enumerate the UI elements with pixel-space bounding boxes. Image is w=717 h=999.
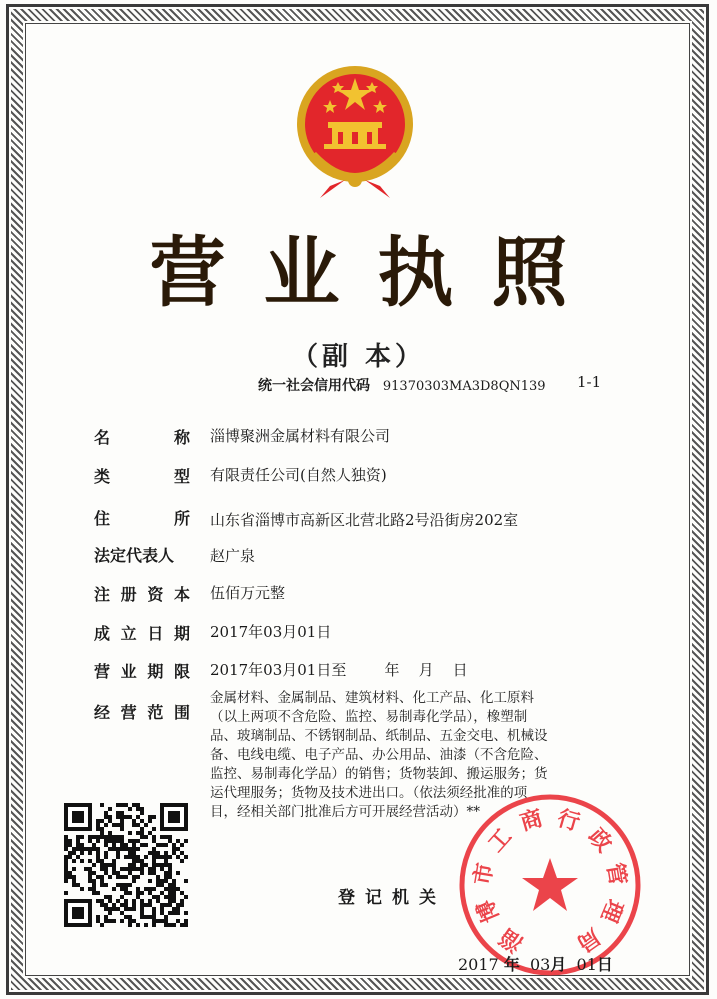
seal-character: 政 <box>583 824 617 858</box>
issue-date <box>458 952 613 975</box>
field-label: 经营范围 <box>94 703 190 722</box>
company-address: 山东省淄博市高新区北营北路2号沿街房202室 <box>210 511 519 529</box>
issue-day: 01 <box>576 955 597 974</box>
issue-year: 2017 <box>458 955 499 974</box>
qr-code-icon <box>64 803 188 943</box>
scope-line: 备、电线电缆、电子产品、办公用品、油漆（不含危险、 <box>210 747 548 763</box>
seal-character: 淄 <box>495 922 529 957</box>
scope-line: （以上两项不含危险、监控、易制毒化学品），橡塑制 <box>210 709 528 725</box>
issue-month: 03 <box>530 955 551 974</box>
credit-code-line <box>258 375 546 395</box>
seal-character: 博 <box>472 895 505 926</box>
copy-number: 1-1 <box>577 373 602 391</box>
field-label: 法定代表人 <box>94 546 175 565</box>
document-title: 营业执照 <box>149 228 606 317</box>
seal-character: 商 <box>517 806 546 837</box>
field-label: 注册资本 <box>94 585 190 604</box>
credit-code-label: 统一社会信用代码 <box>258 378 370 394</box>
scope-line: 金属材料、金属制品、建筑材料、化工产品、化工原料 <box>210 690 534 706</box>
seal-character: 行 <box>554 806 583 837</box>
field-label: 类 型 <box>94 467 190 486</box>
field-label: 成立日期 <box>94 624 190 643</box>
year-unit: 年 <box>503 955 520 974</box>
company-type: 有限责任公司(自然人独资) <box>210 466 387 484</box>
established-date: 2017年03月01日 <box>210 623 332 641</box>
field-label: 住 所 <box>94 509 190 528</box>
month-unit: 月 <box>550 955 567 974</box>
credit-code-value: 91370303MA3D8QN139 <box>382 379 546 394</box>
national-emblem-icon <box>290 56 420 206</box>
copy-subtitle: （副 本） <box>291 342 426 372</box>
registration-authority-label: 登记机关 <box>338 888 446 908</box>
legal-representative: 赵广泉 <box>210 547 256 565</box>
seal-character: 理 <box>595 895 628 926</box>
seal-character: 工 <box>483 824 517 858</box>
scope-line: 品、玻璃制品、不锈钢制品、纸制品、五金交电、机械设 <box>210 728 548 744</box>
seal-character: 管 <box>601 861 630 887</box>
company-name: 淄博聚洲金属材料有限公司 <box>210 427 391 445</box>
seal-character: 市 <box>470 861 499 887</box>
scope-line: 运代理服务；货物及技术进出口。（依法须经批准的项 <box>210 785 528 801</box>
field-label: 营业期限 <box>94 662 190 681</box>
seal-character: 局 <box>571 922 605 957</box>
day-unit: 日 <box>596 955 613 974</box>
registered-capital: 伍佰万元整 <box>210 584 286 602</box>
business-term: 2017年03月01日至 年 月 日 <box>210 661 468 679</box>
scope-line: 监控、易制毒化学品）的销售；货物装卸、搬运服务；货 <box>210 766 548 782</box>
field-label: 名 称 <box>94 428 190 447</box>
scope-line: 目，经相关部门批准后方可开展经营活动）** <box>210 804 480 820</box>
